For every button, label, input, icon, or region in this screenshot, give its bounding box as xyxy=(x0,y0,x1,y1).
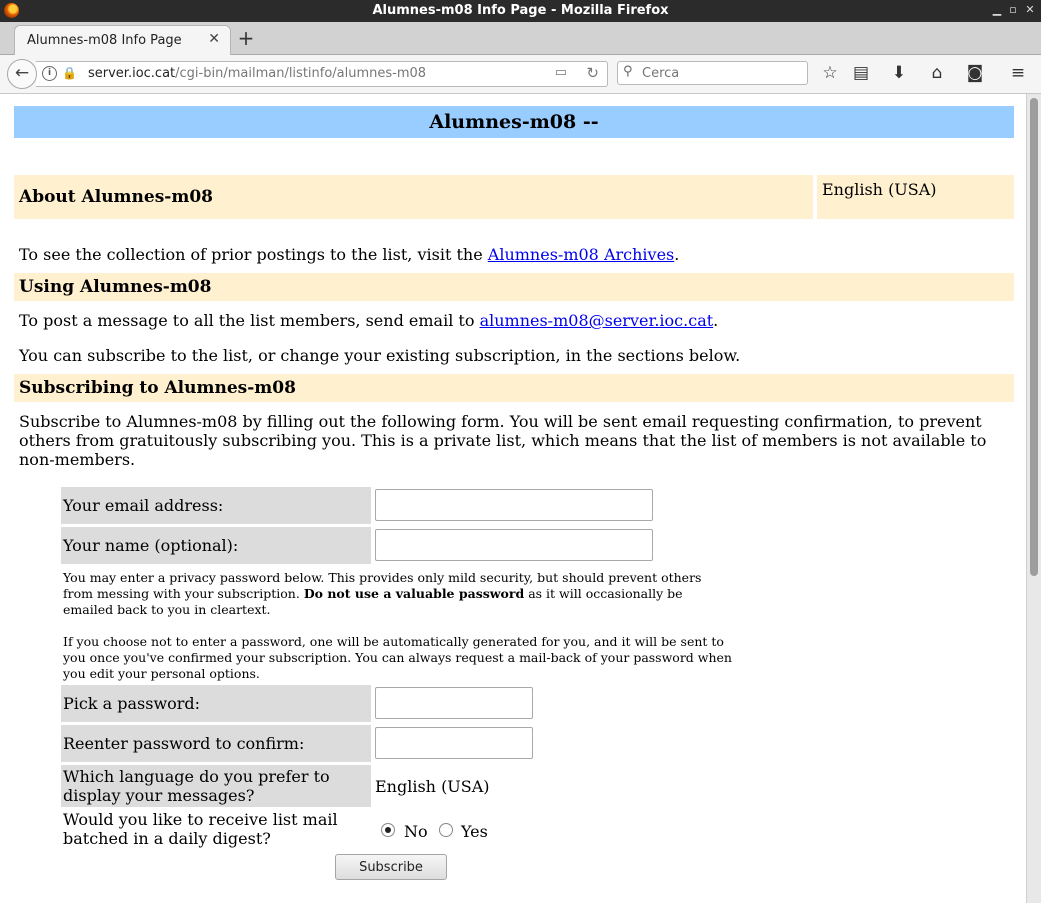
scrollbar-thumb[interactable] xyxy=(1030,98,1038,576)
email-field[interactable] xyxy=(375,489,653,521)
tab-active[interactable] xyxy=(14,25,231,55)
downloads-icon[interactable]: ⬇ xyxy=(891,63,907,83)
info-icon[interactable]: i xyxy=(42,66,57,81)
subscribe-button[interactable]: Subscribe xyxy=(335,854,447,880)
tab-label: Alumnes-m08 Info Page xyxy=(27,33,182,48)
language-label: English (USA) xyxy=(822,180,937,199)
back-button[interactable]: ← xyxy=(7,59,37,89)
menu-icon[interactable]: ≡ xyxy=(1010,63,1026,83)
confirm-password-field[interactable] xyxy=(375,727,533,759)
archives-paragraph: To see the collection of prior postings to the list, visit the Alumnes-m08 Archives. xyxy=(19,245,680,264)
new-tab-icon[interactable]: + xyxy=(237,26,255,50)
about-heading: About Alumnes-m08 xyxy=(19,187,213,207)
about-heading-cell xyxy=(14,175,813,219)
using-section-header xyxy=(14,273,1014,301)
search-icon: ⚲ xyxy=(623,64,633,79)
using-heading: Using Alumnes-m08 xyxy=(19,277,212,297)
vertical-scrollbar[interactable] xyxy=(1026,94,1041,903)
confirm-label-cell xyxy=(61,725,371,762)
post-paragraph: To post a message to all the list members, send email to alumnes-m08@server.ioc.cat. xyxy=(19,311,719,330)
window-titlebar xyxy=(0,0,1041,22)
reload-icon[interactable]: ↻ xyxy=(586,64,599,82)
language-pref-label-cell xyxy=(61,765,371,807)
name-field[interactable] xyxy=(375,529,653,561)
minimize-icon[interactable]: ▁ xyxy=(992,3,1002,16)
language-pref-label: Which language do you prefer to display your messages? xyxy=(63,767,330,805)
window-title: Alumnes-m08 Info Page - Mozilla Firefox xyxy=(372,3,669,18)
close-window-icon[interactable]: ✕ xyxy=(1025,3,1035,16)
search-bar[interactable] xyxy=(617,61,808,85)
archives-link[interactable]: Alumnes-m08 Archives xyxy=(487,245,675,264)
url-text[interactable]: server.ioc.cat/cgi-bin/mailman/listinfo/alumnes-m08 xyxy=(88,66,427,81)
pocket-icon[interactable]: ◙ xyxy=(966,63,984,83)
tab-close-icon[interactable]: ✕ xyxy=(208,31,220,47)
digest-no-radio[interactable] xyxy=(381,823,395,837)
list-email-link[interactable]: alumnes-m08@server.ioc.cat xyxy=(479,311,714,330)
page-content xyxy=(0,94,1026,903)
password-field[interactable] xyxy=(375,687,533,719)
insecure-lock-icon[interactable]: 🔒 xyxy=(62,66,77,80)
subscribing-section-header xyxy=(14,374,1014,402)
language-pref-value: English (USA) xyxy=(375,777,490,796)
maximize-icon[interactable]: ▫ xyxy=(1009,3,1017,16)
subscribe-description: Subscribe to Alumnes-m08 by filling out the following form. You will be sent email requesting confirmation, to prevent others from gratuitously subscribing you. This is a private list, which means that the list of members is not available to non-members. xyxy=(19,412,987,469)
digest-yes-radio[interactable] xyxy=(439,823,453,837)
bookmarks-list-icon[interactable]: ▤ xyxy=(852,63,870,83)
name-label-cell xyxy=(61,527,371,564)
name-label: Your name (optional): xyxy=(63,536,239,555)
password-label: Pick a password: xyxy=(63,694,201,713)
language-cell xyxy=(817,175,1014,219)
password-generation-note: If you choose not to enter a password, one will be automatically generated for you, and it will be sent to you once you've confirmed your subscription. You can always request a mail-back of your password when you edit your personal options. xyxy=(63,634,732,681)
search-input[interactable] xyxy=(640,64,804,82)
subscribing-heading: Subscribing to Alumnes-m08 xyxy=(19,378,296,398)
digest-no-label: No xyxy=(404,822,428,841)
digest-yes-label: Yes xyxy=(461,822,488,841)
reader-view-icon[interactable]: ▭ xyxy=(554,65,567,80)
subscribe-info: You can subscribe to the list, or change your existing subscription, in the sections below. xyxy=(19,346,741,365)
confirm-password-label: Reenter password to confirm: xyxy=(63,734,305,753)
tab-strip xyxy=(0,22,1041,55)
page-banner: Alumnes-m08 -- xyxy=(14,106,1014,138)
email-label: Your email address: xyxy=(63,496,224,515)
email-label-cell xyxy=(61,487,371,524)
bookmark-star-icon[interactable]: ☆ xyxy=(822,63,838,83)
digest-label: Would you like to receive list mail batched in a daily digest? xyxy=(63,810,338,848)
privacy-note: You may enter a privacy password below. This provides only mild security, but should prevent others from messing with your subscription. Do not use a valuable password as it will occasionally be emailed back to you in cleartext. xyxy=(63,570,702,617)
home-icon[interactable]: ⌂ xyxy=(931,63,943,83)
password-label-cell xyxy=(61,685,371,722)
navigation-toolbar xyxy=(0,55,1041,94)
url-bar[interactable] xyxy=(36,61,608,87)
